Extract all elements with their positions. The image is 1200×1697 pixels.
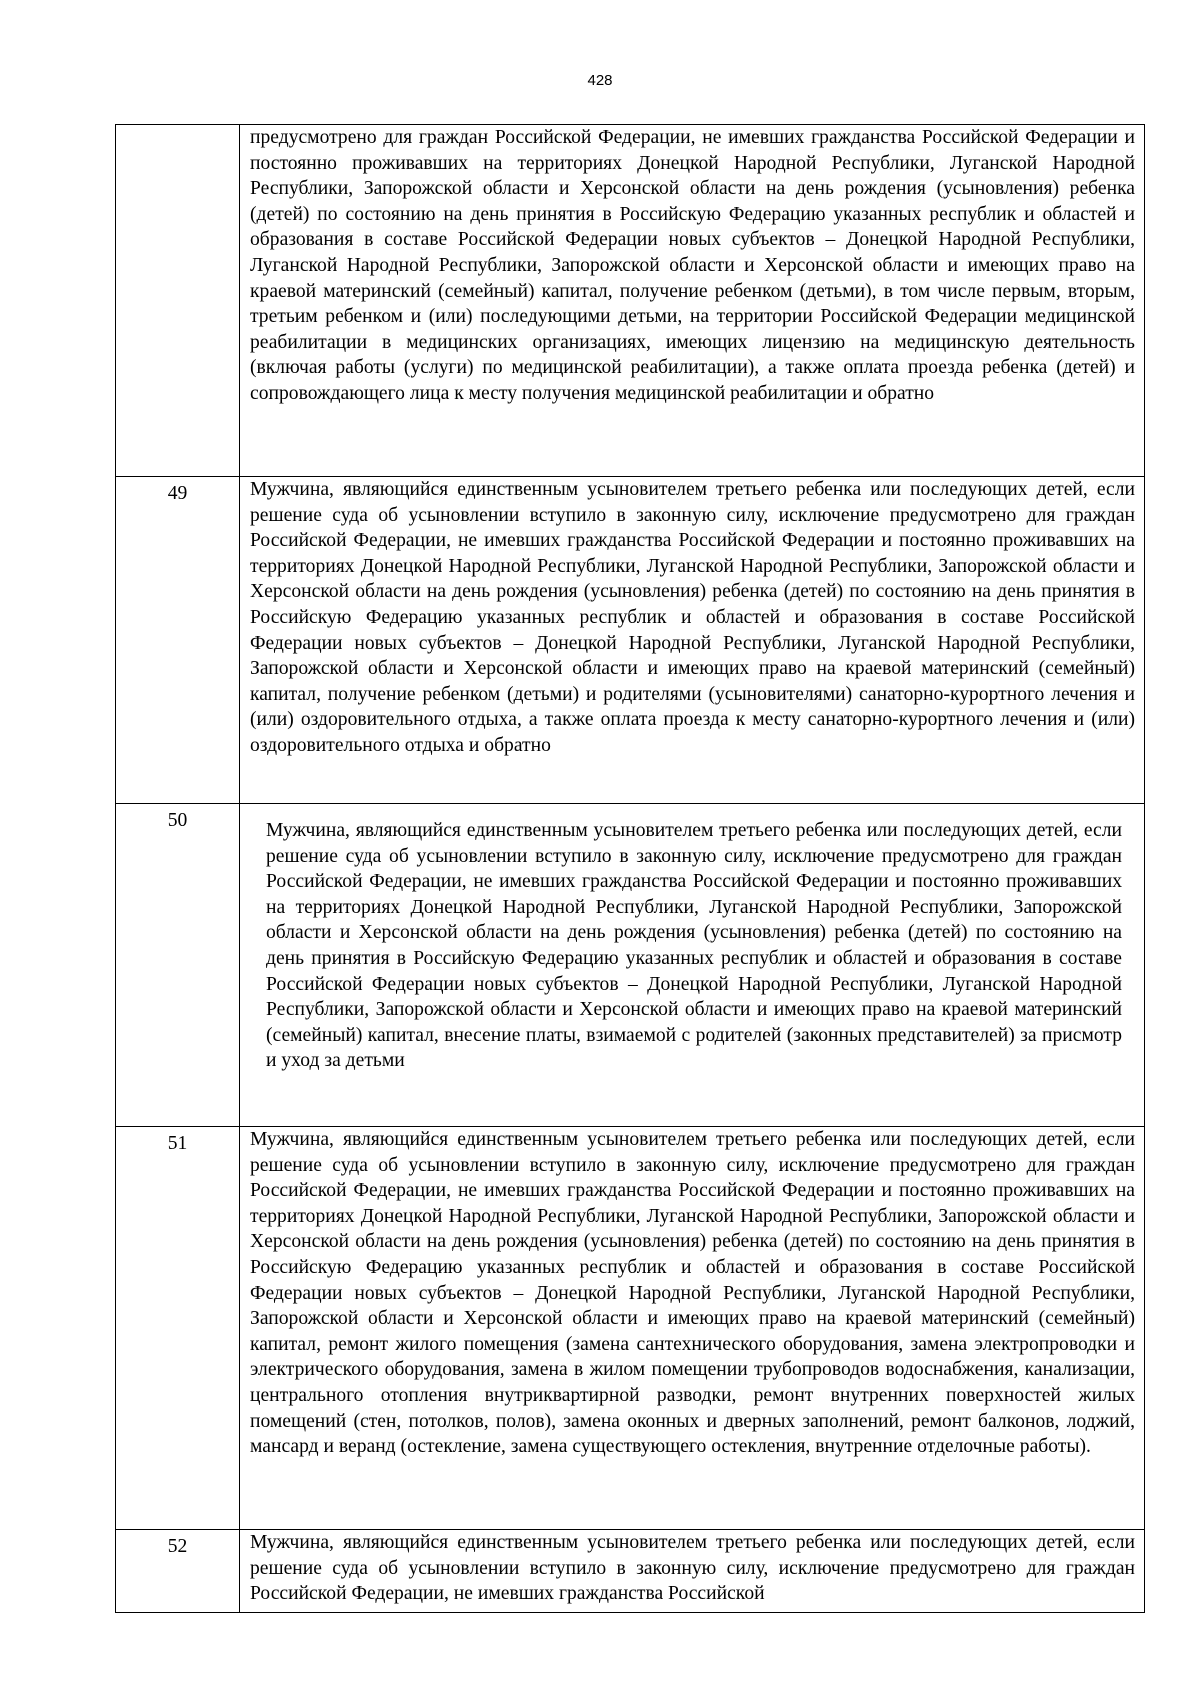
- document-table: [115, 124, 1145, 1613]
- page-number: 428: [587, 72, 613, 89]
- row-number-cell: 50: [116, 804, 240, 1127]
- row-number-cell: 49: [116, 477, 240, 804]
- table-row: [116, 804, 1145, 1127]
- row-number-cell: [116, 125, 240, 477]
- table-row: [116, 477, 1145, 804]
- row-number-cell: 52: [116, 1530, 240, 1613]
- table-row: [116, 1127, 1145, 1530]
- row-text-cell: Мужчина, являющийся единственным усыновителем третьего ребенка или последующих детей, если решение суда об усыновлении вступило в законную силу, исключение предусмотрено для граждан Российской Федерации, не имевших гражданства Российской: [240, 1530, 1145, 1613]
- row-text-cell: предусмотрено для граждан Российской Федерации, не имевших гражданства Российской Федерации и постоянно проживавших на территориях Донецкой Народной Республики, Луганской Народной Республики, Запорожской области и Херсонской области на день рождения (усыновления) ребенка (детей) по состоянию на день принятия в Российскую Федерацию указанных республик и областей и образования в составе Российской Федерации новых субъектов – Донецкой Народной Республики, Луганской Народной Республики, Запорожской области и Херсонской области и имеющих право на краевой материнский (семейный) капитал, получение ребенком (детьми), в том числе первым, вторым, третьим ребенком и (или) последующими детьми, на территории Российской Федерации медицинской реабилитации в медицинских организациях, имеющих лицензию на медицинскую деятельность (включая работы (услуги) по медицинской реабилитации), а также оплата проезда ребенка (детей) и сопровождающего лица к месту получения медицинской реабилитации и обратно: [240, 125, 1145, 477]
- row-text-cell: Мужчина, являющийся единственным усыновителем третьего ребенка или последующих детей, если решение суда об усыновлении вступило в законную силу, исключение предусмотрено для граждан Российской Федерации, не имевших гражданства Российской Федерации и постоянно проживавших на территориях Донецкой Народной Республики, Луганской Народной Республики, Запорожской области и Херсонской области на день рождения (усыновления) ребенка (детей) по состоянию на день принятия в Российскую Федерацию указанных республик и областей и образования в составе Российской Федерации новых субъектов – Донецкой Народной Республики, Луганской Народной Республики, Запорожской области и Херсонской области и имеющих право на краевой материнский (семейный) капитал, ремонт жилого помещения (замена сантехнического оборудования, замена электропроводки и электрического оборудования, замена в жилом помещении трубопроводов водоснабжения, канализации, центрального отопления внутриквартирной разводки, ремонт внутренних поверхностей жилых помещений (стен, потолков, полов), замена оконных и дверных заполнений, ремонт балконов, лоджий, мансард и веранд (остекление, замена существующего остекления, внутренние отделочные работы).: [240, 1127, 1145, 1530]
- row-text-cell: Мужчина, являющийся единственным усыновителем третьего ребенка или последующих детей, если решение суда об усыновлении вступило в законную силу, исключение предусмотрено для граждан Российской Федерации, не имевших гражданства Российской Федерации и постоянно проживавших на территориях Донецкой Народной Республики, Луганской Народной Республики, Запорожской области и Херсонской области на день рождения (усыновления) ребенка (детей) по состоянию на день принятия в Российскую Федерацию указанных республик и областей и образования в составе Российской Федерации новых субъектов – Донецкой Народной Республики, Луганской Народной Республики, Запорожской области и Херсонской области и имеющих право на краевой материнский (семейный) капитал, получение ребенком (детьми) и родителями (усыновителями) санаторно-курортного лечения и (или) оздоровительного отдыха, а также оплата проезда к месту санаторно-курортного лечения и (или) оздоровительного отдыха и обратно: [240, 477, 1145, 804]
- row-number-cell: 51: [116, 1127, 240, 1530]
- table-row: [116, 1530, 1145, 1613]
- row-text-cell: Мужчина, являющийся единственным усыновителем третьего ребенка или последующих детей, если решение суда об усыновлении вступило в законную силу, исключение предусмотрено для граждан Российской Федерации, не имевших гражданства Российской Федерации и постоянно проживавших на территориях Донецкой Народной Республики, Луганской Народной Республики, Запорожской области и Херсонской области на день рождения (усыновления) ребенка (детей) по состоянию на день принятия в Российскую Федерацию указанных республик и областей и образования в составе Российской Федерации новых субъектов – Донецкой Народной Республики, Луганской Народной Республики, Запорожской области и Херсонской области и имеющих право на краевой материнский (семейный) капитал, внесение платы, взимаемой с родителей (законных представителей) за присмотр и уход за детьми: [240, 804, 1145, 1127]
- table-row: [116, 125, 1145, 477]
